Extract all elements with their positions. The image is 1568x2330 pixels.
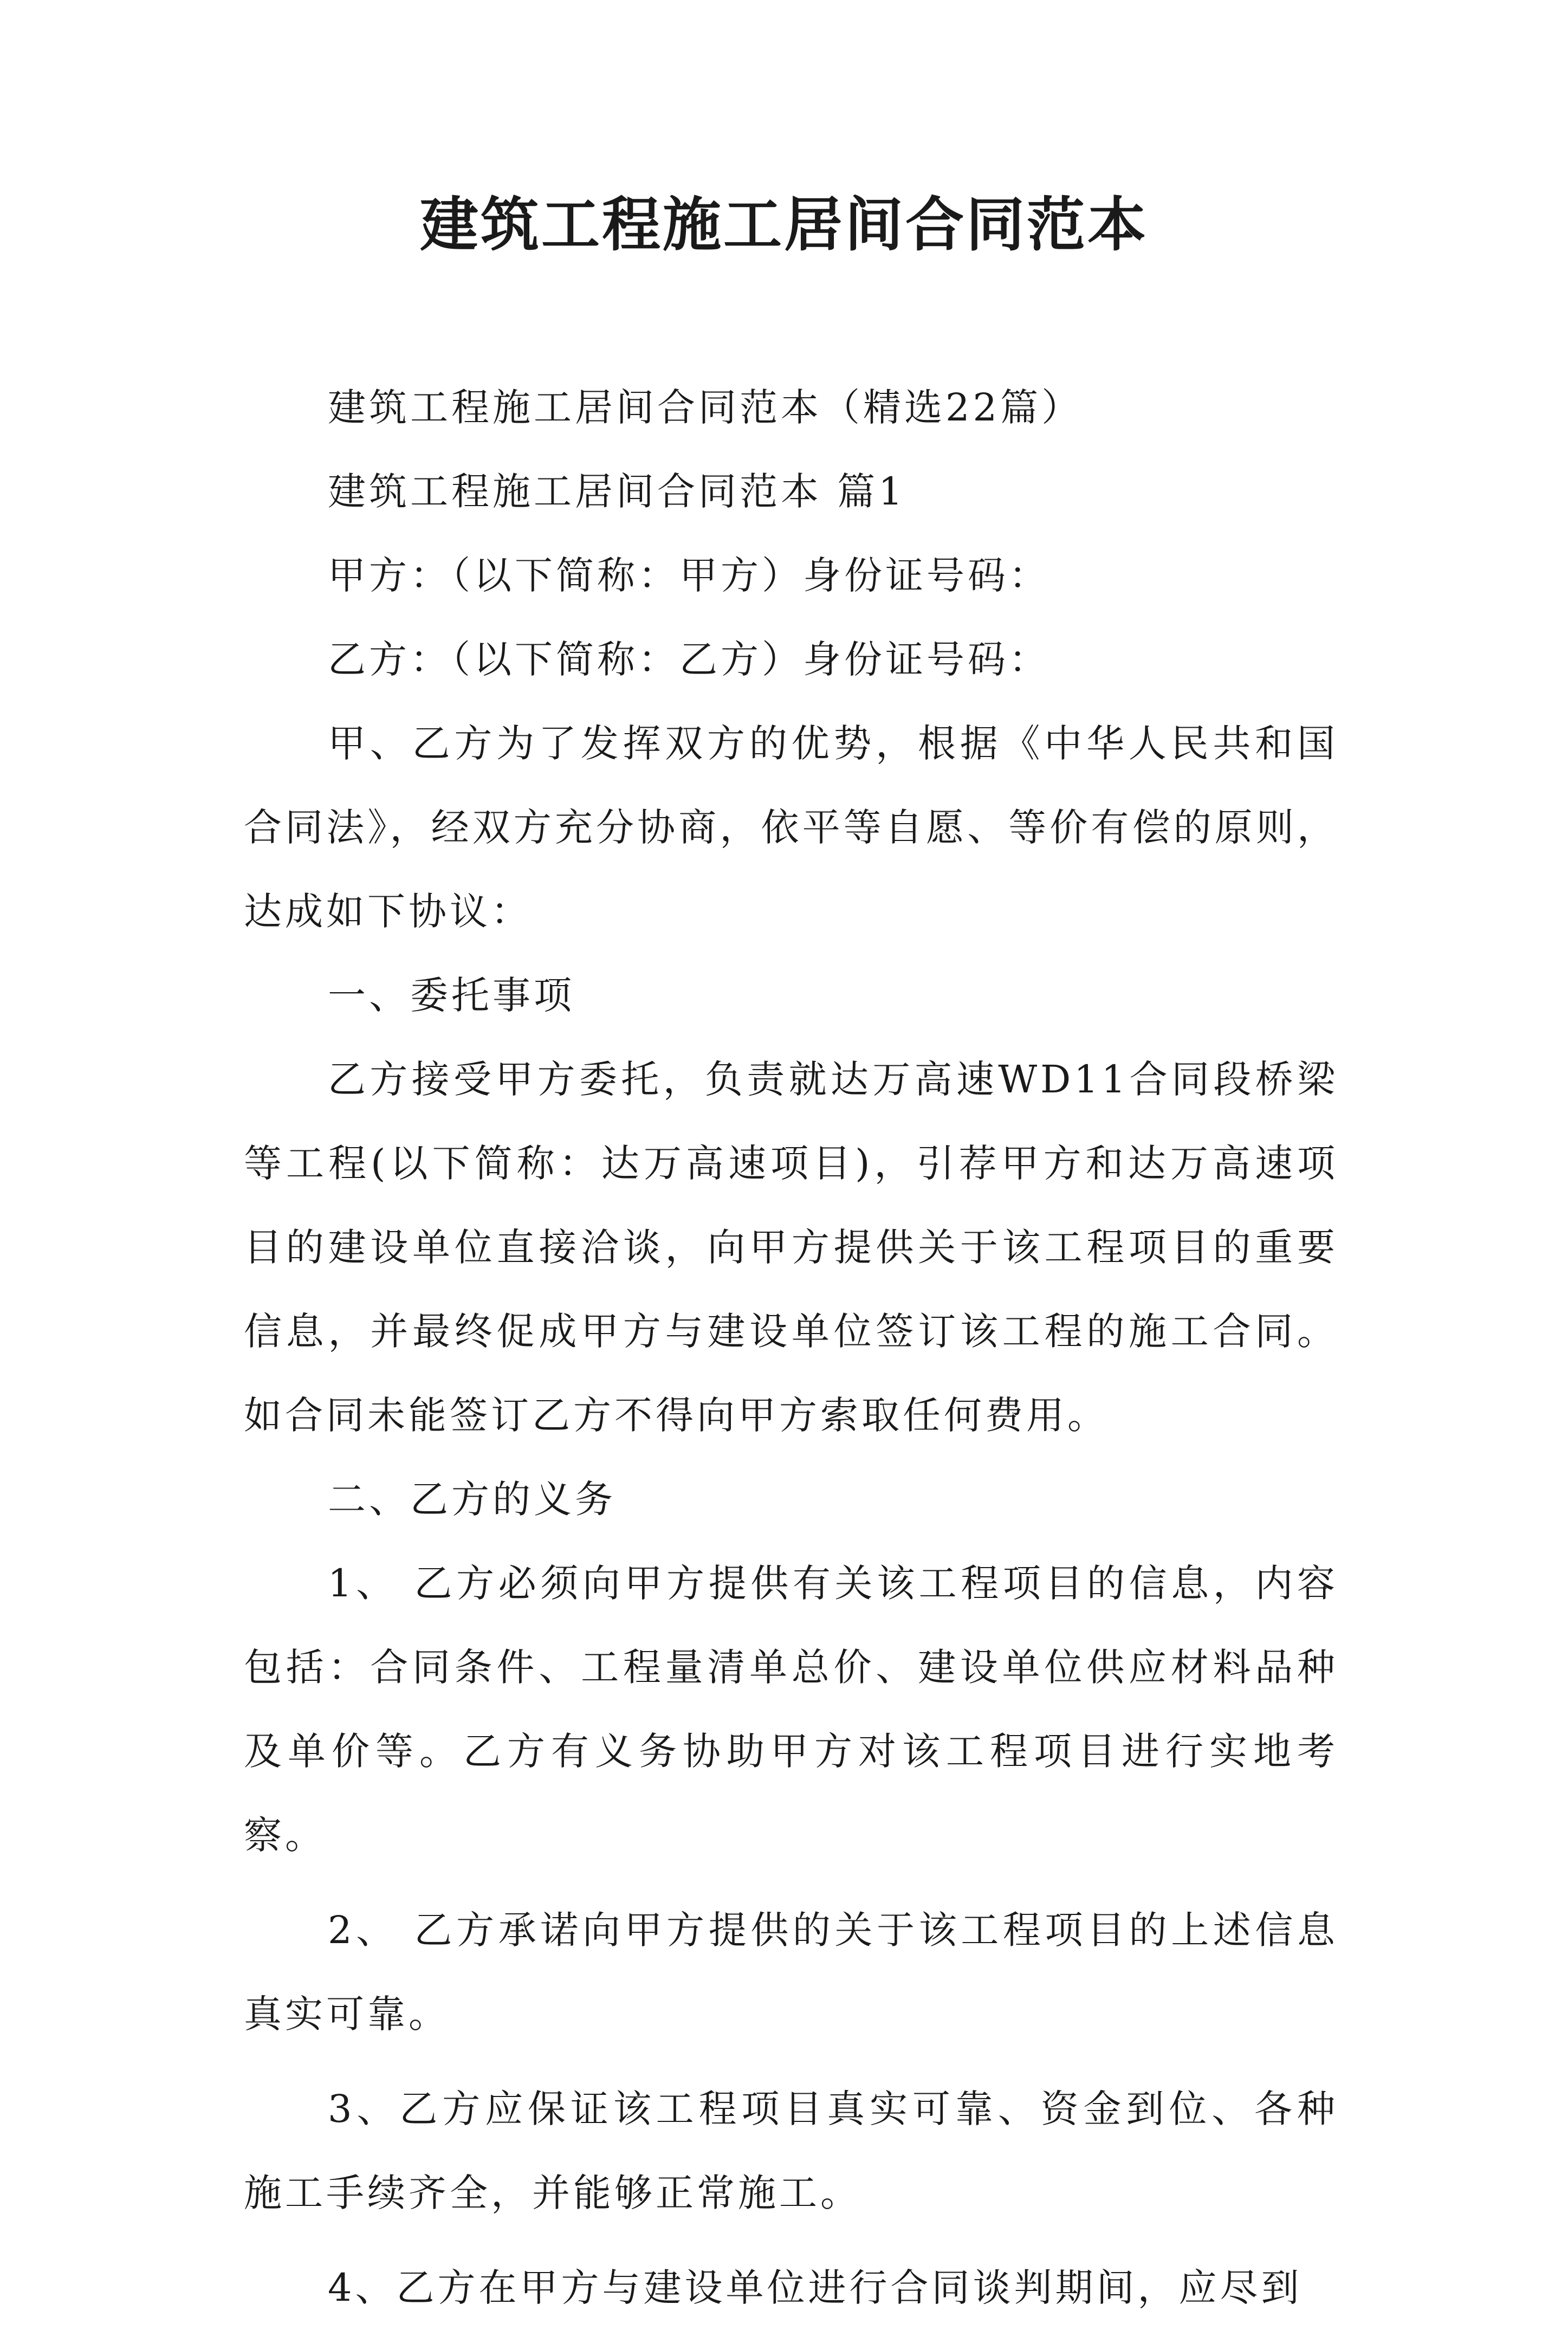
paragraph-clause-1-heading: 一、委托事项 xyxy=(328,973,575,1018)
paragraph-section-heading: 建筑工程施工居间合同范本 篇1 xyxy=(328,469,906,514)
paragraph-preamble: 甲、乙方为了发挥双方的优势，根据《中华人民共和国合同法》，经双方充分协商，依平等自愿、等价有偿的原则，达成如下协议： xyxy=(244,721,1338,934)
paragraph-clause-2-heading: 二、乙方的义务 xyxy=(328,1477,616,1522)
document-title: 建筑工程施工居间合同范本 xyxy=(419,191,1148,259)
paragraph-obligation-3: 3、乙方应保证该工程项目真实可靠、资金到位、各种施工手续齐全，并能够正常施工。 xyxy=(244,2087,1338,2215)
paragraph-collection-title: 建筑工程施工居间合同范本（精选22篇） xyxy=(328,385,1083,430)
paragraph-party-b: 乙方：（以下简称：乙方）身份证号码： xyxy=(328,637,1050,682)
paragraph-party-a: 甲方：（以下简称：甲方）身份证号码： xyxy=(328,553,1050,598)
document-body xyxy=(244,366,1338,2330)
paragraph-obligation-2: 2、 乙方承诺向甲方提供的关于该工程项目的上述信息真实可靠。 xyxy=(244,1908,1338,2036)
paragraph-obligation-1: 1、 乙方必须向甲方提供有关该工程项目的信息，内容包括：合同条件、工程量清单总价、建设单位供应材料品种及单价等。乙方有义务协助甲方对该工程项目进行实地考察。 xyxy=(244,1561,1338,1857)
paragraph-clause-1-body: 乙方接受甲方委托，负责就达万高速WD11合同段桥梁等工程(以下简称：达万高速项目)，引荐甲方和达万高速项目的建设单位直接洽谈，向甲方提供关于该工程项目的重要信息，并最终促成甲方与建设单位签订该工程的施工合同。如合同未能签订乙方不得向甲方索取任何费用。 xyxy=(244,1057,1338,1438)
paragraph-obligation-4: 4、乙方在甲方与建设单位进行合同谈判期间，应尽到 xyxy=(328,2266,1303,2310)
